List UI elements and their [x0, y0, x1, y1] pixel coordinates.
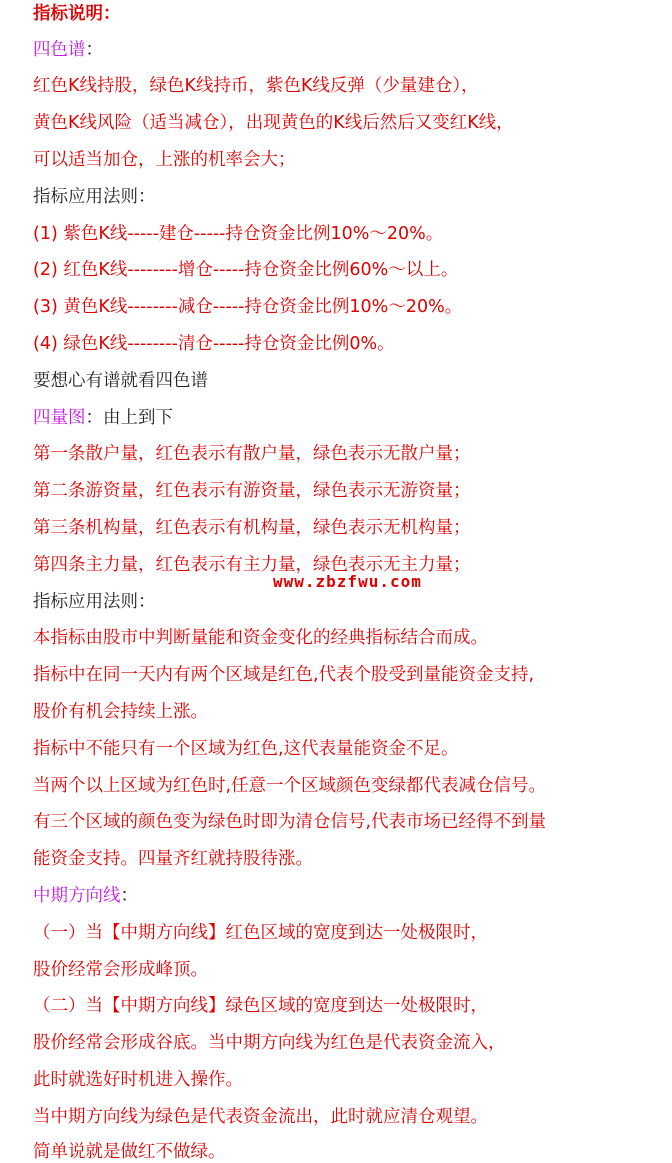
- rule-line: (2) 红色K线--------增仓-----持仓资金比例60%～以上。: [33, 260, 459, 280]
- heading-colon: ：: [120, 886, 138, 906]
- watermark: www.zbzfwu.com: [273, 572, 422, 591]
- heading-colon: ：: [85, 40, 103, 60]
- text-line: 股价经常会形成峰顶。: [33, 960, 208, 980]
- rule-line: (3) 黄色K线--------减仓-----持仓资金比例10%～20%。: [33, 297, 463, 317]
- rules-heading: 指标应用法则：: [33, 187, 156, 207]
- text-line: 第一条散户量，红色表示有散户量，绿色表示无散户量；: [33, 444, 471, 464]
- section-heading-mid-line: [33, 885, 138, 907]
- rule-line: 当两个以上区域为红色时,任意一个区域颜色变绿都代表减仓信号。: [33, 776, 547, 796]
- rule-line: 本指标由股市中判断量能和资金变化的经典指标结合而成。: [33, 628, 488, 648]
- doc-title: 指标说明：: [33, 4, 121, 24]
- text-line: 第四条主力量，红色表示有主力量，绿色表示无主力量；: [33, 555, 471, 575]
- text-line: 可以适当加仓，上涨的机率会大；: [33, 150, 296, 170]
- rule-line: 指标中在同一天内有两个区域是红色,代表个股受到量能资金支持,: [33, 665, 535, 685]
- rules-heading: 指标应用法则：: [33, 592, 156, 612]
- heading-text: 中期方向线: [33, 886, 121, 906]
- text-line: 当中期方向线为绿色是代表资金流出，此时就应清仓观望。: [33, 1107, 488, 1127]
- rule-line: 指标中不能只有一个区域为红色,这代表量能资金不足。: [33, 739, 459, 759]
- text-line: （一）当【中期方向线】红色区域的宽度到达一处极限时，: [33, 923, 488, 943]
- section-heading-four-volume: [33, 407, 173, 429]
- rule-line: (1) 紫色K线-----建仓-----持仓资金比例10%～20%。: [33, 224, 444, 244]
- rule-line: (4) 绿色K线--------清仓-----持仓资金比例0%。: [33, 334, 395, 354]
- text-line: （二）当【中期方向线】绿色区域的宽度到达一处极限时，: [33, 996, 488, 1016]
- text-line: 简单说就是做红不做绿。: [33, 1142, 226, 1162]
- text-line: 黄色K线风险（适当减仓），出现黄色的K线后然后又变红K线，: [33, 113, 514, 133]
- heading-suffix: ：由上到下: [85, 408, 173, 428]
- text-line: 要想心有谱就看四色谱: [33, 371, 208, 391]
- heading-text: 四量图: [33, 408, 86, 428]
- text-line: 此时就选好时机进入操作。: [33, 1070, 243, 1090]
- heading-text: 四色谱: [33, 40, 86, 60]
- text-line: 第三条机构量，红色表示有机构量，绿色表示无机构量；: [33, 518, 471, 538]
- text-line: 红色K线持股，绿色K线持币，紫色K线反弹（少量建仓），: [33, 76, 479, 96]
- rule-line: 股价有机会持续上涨。: [33, 702, 208, 722]
- text-line: 第二条游资量，红色表示有游资量，绿色表示无游资量；: [33, 481, 471, 501]
- section-heading-four-color: [33, 39, 103, 61]
- rule-line: 有三个区域的颜色变为绿色时即为清仓信号,代表市场已经得不到量: [33, 812, 547, 832]
- rule-line: 能资金支持。四量齐红就持股待涨。: [33, 849, 313, 869]
- text-line: 股价经常会形成谷底。当中期方向线为红色是代表资金流入，: [33, 1033, 506, 1053]
